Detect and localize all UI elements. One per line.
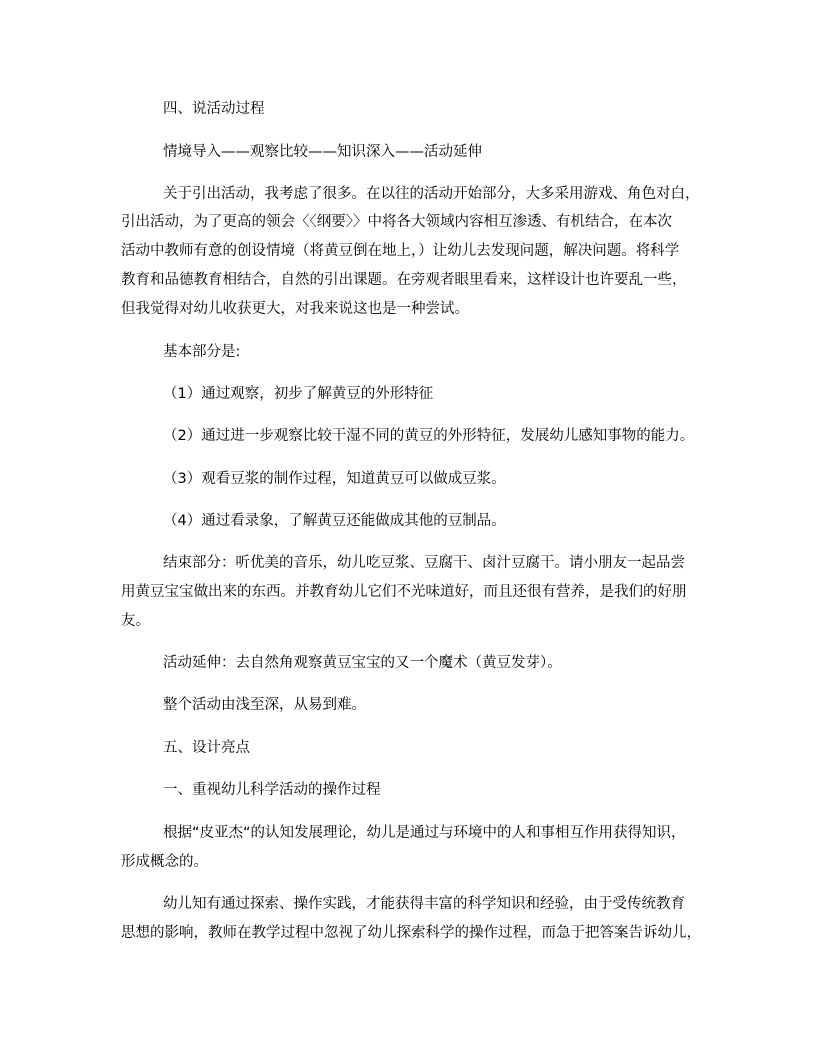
- intro-paragraph-line-1: 关于引出活动，我考虑了很多。在以往的活动开始部分，大多采用游戏、角色对白，: [163, 186, 700, 202]
- ending-paragraph-line-3: 友。: [121, 613, 150, 629]
- intro-paragraph-line-4: 教育和品德教育相结合，自然的引出课题。在旁观者眼里看来，这样设计也许要乱一些，: [121, 272, 687, 288]
- summary-paragraph: 整个活动由浅至深，从易到难。: [163, 697, 366, 713]
- point-1-heading: 一、重视幼儿科学活动的操作过程: [163, 782, 381, 798]
- list-item-1: （1）通过观察，初步了解黄豆的外形特征: [163, 386, 434, 402]
- last-paragraph-line-2: 思想的影响，教师在教学过程中忽视了幼儿探索科学的操作过程，而急于把答案告诉幼儿，: [121, 925, 701, 941]
- list-item-4: （4）通过看录象，了解黄豆还能做成其他的豆制品。: [163, 513, 506, 529]
- basic-part-heading: 基本部分是:: [163, 344, 241, 360]
- piaget-paragraph-line-2: 形成概念的。: [121, 854, 208, 870]
- intro-paragraph-line-3: 活动中教师有意的创设情境（将黄豆倒在地上，）让幼儿去发现问题，解决问题。将科学: [121, 243, 680, 259]
- list-item-2: （2）通过进一步观察比较干湿不同的黄豆的外形特征，发展幼儿感知事物的能力。: [163, 428, 695, 444]
- extension-paragraph: 活动延伸：去自然角观察黄豆宝宝的又一个魔术（黄豆发芽）。: [163, 655, 562, 671]
- section-heading-5: 五、设计亮点: [163, 740, 250, 756]
- section-heading-4: 四、说活动过程: [163, 101, 265, 117]
- ending-paragraph-line-1: 结束部分：听优美的音乐，幼儿吃豆浆、豆腐干、卤汁豆腐干。请小朋友一起品尝: [163, 555, 685, 571]
- ending-paragraph-line-2: 用黄豆宝宝做出来的东西。并教育幼儿它们不光味道好，而且还很有营养，是我们的好朋: [121, 584, 687, 600]
- intro-paragraph-line-5: 但我觉得对幼儿收获更大，对我来说这也是一种尝试。: [121, 301, 469, 317]
- intro-paragraph-line-2: 引出活动，为了更高的领会〈〈纲要〉〉中将各大领域内容相互渗透、有机结合，在本次: [121, 214, 672, 230]
- activity-flow-line: 情境导入——观察比较——知识深入——活动延伸: [163, 144, 482, 160]
- piaget-paragraph-line-1: 根据“皮亚杰“的认知发展理论，幼儿是通过与环境中的人和事相互作用获得知识，: [163, 825, 686, 841]
- list-item-3: （3）观看豆浆的制作过程，知道黄豆可以做成豆浆。: [163, 471, 506, 487]
- last-paragraph-line-1: 幼儿知有通过探索、操作实践，才能获得丰富的科学知识和经验，由于受传统教育: [163, 896, 685, 912]
